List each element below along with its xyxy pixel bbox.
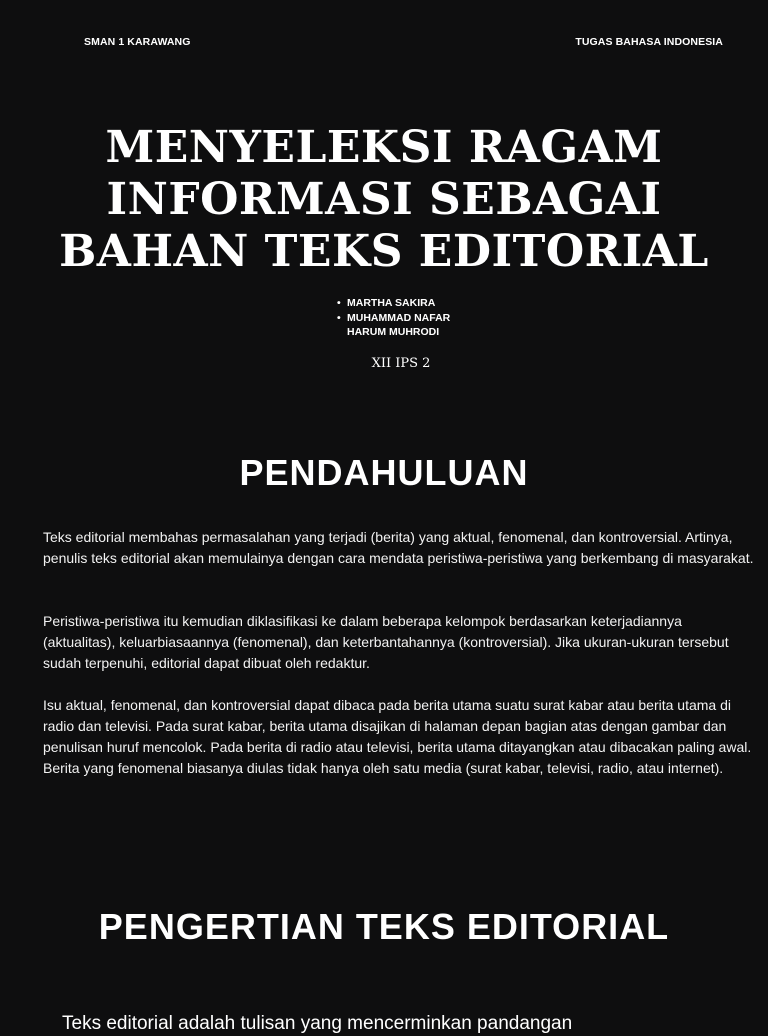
author-list: [337, 296, 487, 340]
bullet-icon: •: [337, 297, 341, 309]
author-name: MUHAMMAD NAFAR HARUM MUHRODI: [347, 311, 451, 339]
title-line: INFORMASI SEBAGAI: [106, 174, 662, 225]
paragraph: Teks editorial membahas permasalahan yang terjadi (berita) yang aktual, fenomenal, dan kontroversial. Artinya, penulis teks editorial akan memulainya dengan cara mendata peristiwa-peristiwa yang berkembang di masyarakat.: [43, 529, 754, 566]
bullet-icon: •: [337, 311, 341, 324]
document-title: [0, 122, 768, 278]
section-heading-pendahuluan: PENDAHULUAN: [239, 452, 529, 493]
partial-paragraph: Teks editorial adalah tulisan yang mencerminkan pandangan: [62, 1013, 573, 1034]
school-name: SMAN 1 KARAWANG: [84, 36, 191, 48]
paragraph: Peristiwa-peristiwa itu kemudian diklasifikasi ke dalam beberapa kelompok berdasarkan keterjadiannya (aktualitas), keluarbiasaannya (fenomenal), dan keterbantahannya (kontroversial). Jika ukuran-ukuran tersebut sudah terpenuhi, editorial dapat dibuat oleh redaktur.: [43, 613, 729, 671]
title-line: BAHAN TEKS EDITORIAL: [59, 226, 709, 277]
section-heading-pengertian: PENGERTIAN TEKS EDITORIAL: [98, 906, 670, 947]
author-item: [337, 311, 487, 340]
class-label: XII IPS 2: [371, 356, 431, 371]
title-line: MENYELEKSI RAGAM: [105, 122, 663, 173]
subject-name: TUGAS BAHASA INDONESIA: [575, 36, 723, 48]
author-name: MARTHA SAKIRA: [347, 297, 436, 309]
author-item: [337, 296, 487, 311]
paragraph: Isu aktual, fenomenal, dan kontroversial dapat dibaca pada berita utama suatu surat kabar atau berita utama di radio dan televisi. Pada surat kabar, berita utama disajikan di halaman depan bagian atas dengan gambar dan penulisan huruf mencolok. Pada berita di radio atau televisi, berita utama ditayangkan atau dibacakan paling awal. Berita yang fenomenal biasanya diulas tidak hanya oleh satu media (surat kabar, televisi, radio, atau internet).: [43, 697, 752, 776]
page-header: [0, 36, 768, 50]
